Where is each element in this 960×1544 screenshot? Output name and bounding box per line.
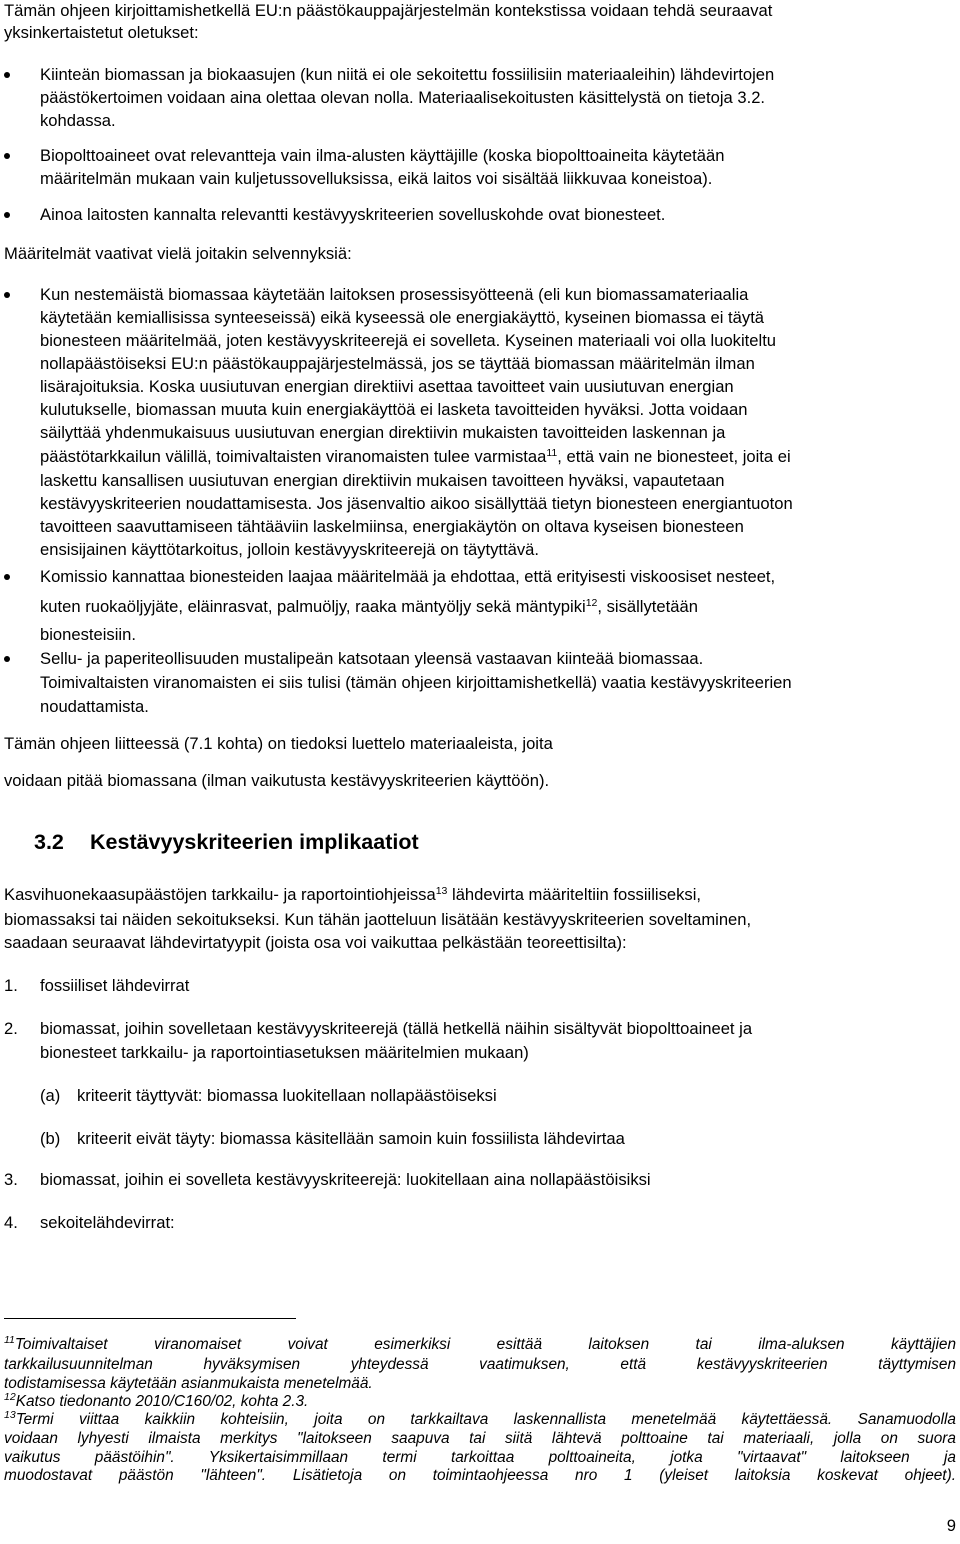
bullet-line: Toimivaltaisten viranomaisten ei siis tulisi (tämän ohjeen kirjoittamishetkellä) vaatia kestävyyskriteerien — [40, 673, 792, 692]
footnote-marker: 12 — [4, 1391, 16, 1403]
bullet-line: päästökertoimen voidaan aina olettaa olevan nolla. Materiaalisekoitusten käsittelystä on tietoja 3.2. — [40, 88, 766, 107]
list-number: 3. — [4, 1170, 18, 1189]
bullet-line: kestävyyskriteerien noudattamisesta. Jos jäsenvaltio aikoo sisällyttää tietyn bionesteen energiantuoton — [40, 494, 793, 513]
bullet-icon — [4, 72, 10, 78]
bullet-line: käytetään kemiallisissa synteeseissä) eikä kyseessä ole energiakäyttö, kyseinen biomassa ei täytä — [40, 308, 765, 327]
bullet-line: Sellu- ja paperiteollisuuden mustalipeän katsotaan yleensä vastaavan kiinteää biomassaa. — [40, 649, 704, 668]
bullet-line: laskettu kansallisen uusiutuvan energian direktiivin mukaisen tavoitteen hyväksi, vapautetaan — [40, 471, 725, 490]
bullet-line: määritelmän mukaan vain kuljetussovelluksissa, eikä laitos voi sisältää liikkuvaa koneistoa). — [40, 169, 713, 188]
bullet-icon — [4, 153, 10, 159]
footnote-13: $^{13}$Termi viittaa kaikkiin kohteisiin, joita on tarkkailtava laskennallista menetelmää käytettäessä. Sanamuodolla — [4, 1409, 956, 1428]
annex-line: Tämän ohjeen liitteessä (7.1 kohta) on tiedoksi luettelo materiaaleista, joita — [4, 734, 553, 753]
bullet-line: nollapäästöiseksi EU:n päästökauppajärjestelmässä, jos se täyttää biomassan määritelmän ilman — [40, 354, 755, 373]
footnote-12: $^{12}$Katso tiedonanto 2010/C160/02, kohta 2.3. — [4, 1391, 309, 1410]
bullet-line: bionesteisiin. — [40, 625, 136, 644]
footnote-marker: 11 — [546, 447, 558, 459]
section-title: Kestävyyskriteerien implikaatiot — [90, 830, 419, 854]
section-para-line: biomassaksi tai näiden sekoitukseksi. Kun tähän jaotteluun lisätään kestävyyskriteerien soveltaminen, — [4, 910, 752, 929]
footnote-line: todistamisessa käytetään asianmukaista menetelmää. — [4, 1375, 373, 1392]
sublist-marker: (b) — [40, 1129, 61, 1148]
list-item: biomassat, joihin sovelletaan kestävyyskriteerejä (tällä hetkellä näihin sisältyvät biopolttoaineet ja — [40, 1019, 753, 1038]
bullet-line: Kun nestemäistä biomassaa käytetään laitoksen prosessisyötteenä (eli kun biomassamateriaalia — [40, 285, 749, 304]
footnote-marker: 12 — [585, 597, 598, 609]
annex-line: voidaan pitää biomassana (ilman vaikutusta kestävyyskriteerien käyttöön). — [4, 771, 550, 790]
footnote-marker: 11 — [4, 1334, 15, 1346]
intro-line: yksinkertaistetut oletukset: — [4, 23, 199, 42]
bullet-icon — [4, 212, 10, 218]
bullet-line: Kiinteän biomassan ja biokaasujen (kun niitä ei ole sekoitettu fossiilisiin materiaaleihin) lähdevirtojen — [40, 65, 775, 84]
bullet-line: säilyttää yhdenmukaisuus uusiutuvan energian direktiivin mukaisten tavoitteiden laskennan ja — [40, 423, 726, 442]
footnote-line: tarkkailusuunnitelman hyväksymisen yhteydessä vaatimuksen, että kestävyyskriteerien täyttymisen — [4, 1356, 956, 1373]
bullet-line: kulutukselle, biomassan muuta kuin energiakäyttöä ei lasketa tavoitteiden hyväksi. Jotta voidaan — [40, 400, 748, 419]
list-number: 2. — [4, 1019, 18, 1038]
footnote-separator — [4, 1318, 296, 1319]
page-number: 9 — [946, 1516, 956, 1535]
bullet-icon — [4, 656, 10, 662]
bullet-line: päästötarkkailun välillä, toimivaltaisten viranomaisten tulee varmistaa$^{11}$, että vain ne bionesteet, joita ei — [40, 447, 791, 466]
bullet-line: lisärajoituksia. Koska uusiutuvan energian direktiivi asettaa tavoitteet vain uusiutuvan energian — [40, 377, 734, 396]
list-item: bionesteet tarkkailu- ja raportointiasetuksen määritelmien mukaan) — [40, 1043, 529, 1062]
bullet-line: kohdassa. — [40, 111, 116, 130]
definitions-intro: Määritelmät vaativat vielä joitakin selvennyksiä: — [4, 244, 352, 263]
bullet-icon — [4, 292, 10, 298]
section-para-line: Kasvihuonekaasupäästöjen tarkkailu- ja raportointiohjeissa$^{13}$ lähdevirta määriteltiin fossiiliseksi, — [4, 885, 701, 904]
footnote-marker: 13 — [4, 1409, 16, 1421]
bullet-line: tavoitteen saavuttamiseen tähtääviin laskelmiinsa, energiakäytön on oltava kyseisen bionesteen — [40, 517, 744, 536]
bullet-line: ensisijainen käyttötarkoitus, jolloin kestävyyskriteerejä on täytyttävä. — [40, 540, 539, 559]
list-item: sekoitelähdevirrat: — [40, 1213, 175, 1232]
bullet-line: Komissio kannattaa bionesteiden laajaa määritelmää ja ehdottaa, että erityisesti viskoosiset nesteet, — [40, 567, 776, 586]
list-number: 4. — [4, 1213, 18, 1232]
sublist-item: kriteerit eivät täyty: biomassa käsitellään samoin kuin fossiilista lähdevirtaa — [77, 1129, 625, 1148]
list-number: 1. — [4, 976, 18, 995]
list-item: biomassat, joihin ei sovelleta kestävyyskriteerejä: luokitellaan aina nollapäästöisiksi — [40, 1170, 651, 1189]
sublist-marker: (a) — [40, 1086, 61, 1105]
sublist-item: kriteerit täyttyvät: biomassa luokitellaan nollapäästöiseksi — [77, 1086, 497, 1105]
bullet-line: kuten ruokaöljyjäte, eläinrasvat, palmuöljy, raaka mäntyöljy sekä mäntypiki$^{12}$, sisällytetään — [40, 597, 698, 616]
footnote-11: $^{11}$Toimivaltaiset viranomaiset voivat esimerkiksi esittää laitoksen tai ilma-aluksen käyttäjien — [4, 1334, 956, 1353]
section-para-line: saadaan seuraavat lähdevirtatyypit (joista osa voi vaikuttaa pelkästään teoreettisilta): — [4, 933, 627, 952]
bullet-icon — [4, 574, 10, 580]
footnote-marker: 13 — [435, 885, 448, 897]
footnote-line: vaikutus päästöihin". Yksikertaisimmillaan termi tarkoittaa polttoaineita, jotka "virtaavat" laitokseen ja — [4, 1449, 956, 1466]
bullet-line: noudattamista. — [40, 697, 149, 716]
footnote-line: voidaan lyhyesti ilmaista merkitys "laitokseen saapuva tai siitä lähtevä polttoaine tai materiaali, jolla on suora — [4, 1430, 956, 1447]
section-number: 3.2 — [34, 830, 64, 854]
intro-line: Tämän ohjeen kirjoittamishetkellä EU:n päästökauppajärjestelmän kontekstissa voidaan tehdä seuraavat — [4, 1, 773, 20]
footnote-line: muodostavat päästön "lähteen". Lisätietoja on toimintaohjeessa nro 1 (yleiset laitoksia koskevat ohjeet). — [4, 1467, 956, 1484]
list-item: fossiiliset lähdevirrat — [40, 976, 190, 995]
bullet-line: Biopolttoaineet ovat relevantteja vain ilma-alusten käyttäjille (koska biopolttoaineita käytetään — [40, 146, 725, 165]
bullet-line: Ainoa laitosten kannalta relevantti kestävyyskriteerien sovelluskohde ovat bionesteet. — [40, 205, 666, 224]
bullet-line: bionesteen määritelmää, joten kestävyyskriteerejä ei sovelleta. Kyseinen materiaali voi olla luokiteltu — [40, 331, 777, 350]
